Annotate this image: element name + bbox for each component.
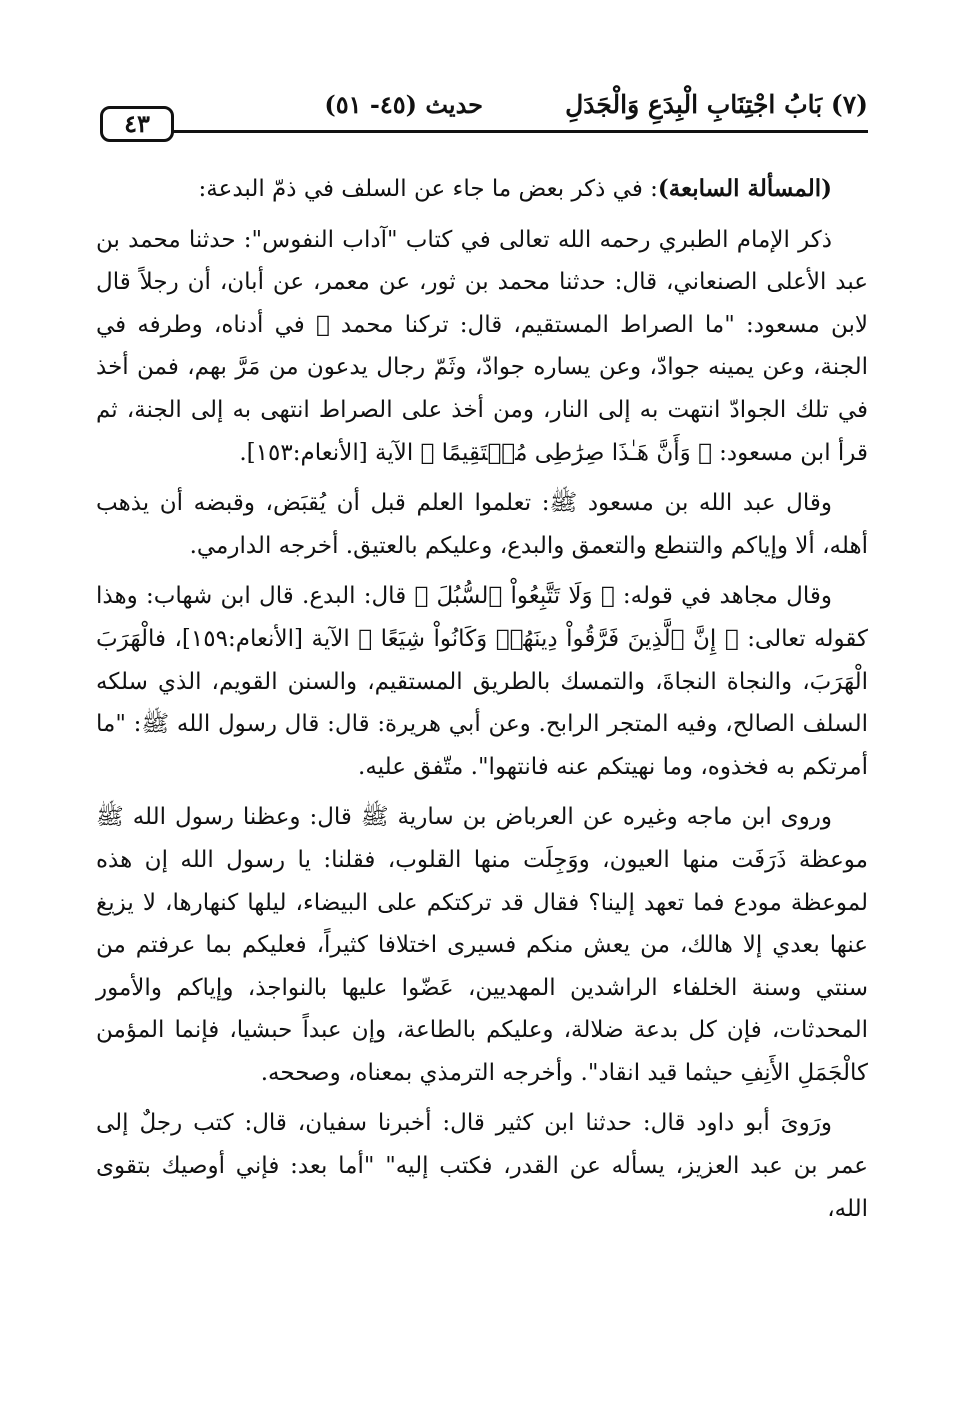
- section-title: : في ذكر بعض ما جاء عن السلف في ذمّ البدعة:: [198, 176, 658, 202]
- paragraph-abu-dawud: ورَوىَ أبو داود قال: حدثنا ابن كثير قال: أخبرنا سفيان، قال: كتب رجلٌ إلى عمر بن عبد العزيز، يسأله عن القدر، فكتب إليه" "أما بعد: فإني أوصيك بتقوى الله،: [96, 1110, 868, 1222]
- page-body: [96, 168, 868, 1238]
- header-divider: [172, 130, 868, 133]
- page-number: ٤٣: [100, 106, 174, 142]
- section-heading-paragraph: [96, 168, 868, 211]
- section-label: (المسألة السابعة): [657, 175, 832, 202]
- paragraph-mujahid: وقال مجاهد في قوله: ﴿ وَلَا تَتَّبِعُواْ ٱلسُّبُلَ ﴾ قال: البدع. قال ابن شهاب: وهذا كقوله تعالى: ﴿ إِنَّ ٱلَّذِينَ فَرَّقُواْ دِينَهُمۡ وَكَانُواْ شِيَعًا ﴾ الآية [الأنعام:١٥٩]، فالْهَرَبَ الْهَرَبَ، والنجاة النجاةَ، والتمسك بالطريق المستقيم، والسنن القويم، الذي سلكه السلف الصالح، وفيه المتجر الرابح. وعن أبي هريرة: قال: قال رسول الله ﷺ: "ما أمرتكم به فخذوه، وما نهيتكم عنه فانتهوا". متّفق عليه.: [96, 583, 868, 780]
- paragraph-irbad: وروى ابن ماجه وغيره عن العرباض بن سارية ﷺ قال: وعظنا رسول الله ﷺ موعظة ذَرَفَت منها العيون، ووَجِلَت منها القلوب، فقلنا: يا رسول الله إن هذه لموعظة مودع فما تعهد إلينا؟ فقال قد تركتكم على البيضاء، ليلها كنهارها، لا يزيغ عنها بعدي إلا هالك، من يعش منكم فسيرى اختلافا كثيراً، فعليكم بما عرفتم من سنتي وسنة الخلفاء الراشدين المهديين، عَضّوا عليها بالنواجذ، وإياكم والأمور المحدثات، فإن كل بدعة ضلالة، وعليكم بالطاعة، وإن عبداً حبشيا، فإنما المؤمن كالْجَمَلِ الأَنِفِ حيثما قيد انقاد". وأخرجه الترمذي بمعناه، وصححه.: [96, 804, 868, 1086]
- page-header: [100, 84, 868, 144]
- hadith-range: حديث (٤٥- ٥١): [324, 90, 483, 119]
- chapter-title: (٧) بَابُ اجْتِنَابِ الْبِدَعِ وَالْجَدَلِ: [565, 90, 868, 119]
- paragraph-ibn-masud: وقال عبد الله بن مسعود ﷺ: تعلموا العلم قبل أن يُقبَض، وقبضه أن يذهب أهله، ألا وإياكم والتنطع والتعمق والبدع، وعليكم بالعتيق. أخرجه الدارمي.: [96, 490, 868, 559]
- paragraph-tabari: ذكر الإمام الطبري رحمه الله تعالى في كتاب "آداب النفوس": حدثنا محمد بن عبد الأعلى الصنعاني، قال: حدثنا محمد بن ثور، عن معمر، عن أبان، أن رجلاً قال لابن مسعود: "ما الصراط المستقيم، قال: تركنا محمد ﷺ في أدناه، وطرفه في الجنة، وعن يمينه جوادّ، وعن يساره جوادّ، وثَمّ رجال يدعون من مَرَّ بهم، فمن أخذ في تلك الجوادّ انتهت به إلى النار، ومن أخذ على الصراط انتهى به إلى الجنة، ثم قرأ ابن مسعود: ﴿ وَأَنَّ هَـٰذَا صِرَٰطِى مُسۡتَقِيمًا ﴾ الآية [الأنعام:١٥٣].: [96, 226, 868, 466]
